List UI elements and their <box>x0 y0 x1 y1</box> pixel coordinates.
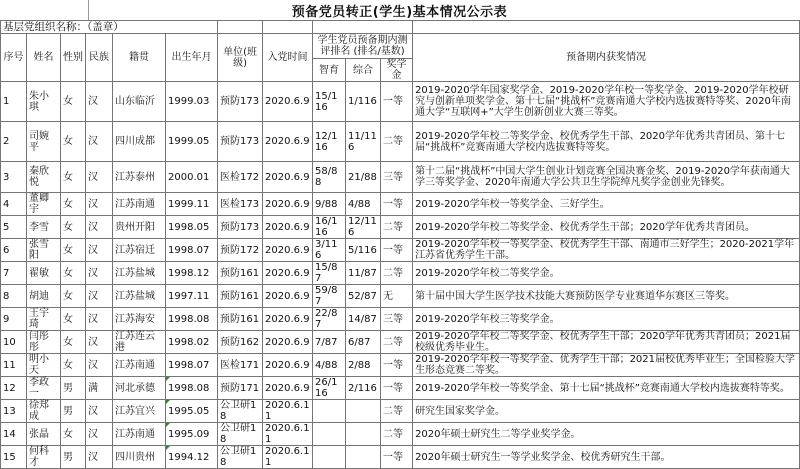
cell-no: 4 <box>1 193 27 216</box>
cell-join: 2020.6.9 <box>263 162 313 193</box>
empty-cell <box>263 21 313 34</box>
table-row <box>1 216 800 239</box>
cell-unit: 公卫研18 <box>218 446 263 469</box>
cell-name: 李政一 <box>27 377 61 400</box>
cell-unit: 预防171 <box>218 377 263 400</box>
cell-zonghe <box>346 446 381 469</box>
cell-zhiyu: 9/88 <box>313 193 346 216</box>
cell-join: 2020.6.9 <box>263 285 313 308</box>
cell-flag-triangle-icon <box>166 377 170 381</box>
cell-no: 13 <box>1 400 27 423</box>
cell-unit: 预防161 <box>218 285 263 308</box>
cell-unit: 预防162 <box>218 331 263 354</box>
table-row <box>1 82 800 122</box>
cell-awards: 2019-2020学年校二等奖学金。 <box>413 262 800 285</box>
cell-no: 3 <box>1 162 27 193</box>
cell-awards: 2020年硕士研究生二等学业奖学金。 <box>413 423 800 446</box>
cell-join: 2020.6.9 <box>263 82 313 122</box>
table-row <box>1 239 800 262</box>
cell-birth: 1998.12 <box>166 262 218 285</box>
cell-join: 2020.6.9 <box>263 193 313 216</box>
cell-unit: 医检173 <box>218 193 263 216</box>
cell-name: 何科才 <box>27 446 61 469</box>
cell-zhiyu: 7/87 <box>313 331 346 354</box>
cell-name: 司婉平 <box>27 122 61 162</box>
table-row <box>1 423 800 446</box>
cell-native: 江苏泰州 <box>113 162 166 193</box>
cell-awards: 研究生国家奖学金。 <box>413 400 800 423</box>
cell-birth: 1998.07 <box>166 239 218 262</box>
cell-name: 李雪 <box>27 216 61 239</box>
cell-name: 明小天 <box>27 354 61 377</box>
cell-ethnic: 汉 <box>86 82 113 122</box>
cell-zhiyu: 3/116 <box>313 239 346 262</box>
cell-zhiyu: 15/116 <box>313 82 346 122</box>
cell-scholarship: 三等 <box>381 308 413 331</box>
cell-zhiyu: 58/88 <box>313 162 346 193</box>
cell-ethnic: 汉 <box>86 262 113 285</box>
col-header-join: 入党时间 <box>263 34 313 82</box>
cell-no: 11 <box>1 354 27 377</box>
table-row <box>1 446 800 469</box>
cell-zonghe: 1/116 <box>346 82 381 122</box>
cell-native: 山东临沂 <box>113 82 166 122</box>
cell-native: 江苏南通 <box>113 354 166 377</box>
table-row <box>1 122 800 162</box>
cell-awards: 2019-2020学年校一等奖学金、三好学生。 <box>413 193 800 216</box>
col-header-zonghe: 综合 <box>346 59 381 82</box>
cell-gender: 男 <box>61 446 86 469</box>
cell-no: 7 <box>1 262 27 285</box>
cell-zonghe: 21/88 <box>346 162 381 193</box>
cell-scholarship: 一等 <box>381 82 413 122</box>
cell-gender: 女 <box>61 331 86 354</box>
cell-zonghe: 11/87 <box>346 262 381 285</box>
cell-native: 江苏南通 <box>113 423 166 446</box>
cell-awards: 2019-2020学年国家奖学金、2019-2020学年校一等奖学金、2019-2020学年校研究与创新单项奖学金、第十七届“挑战杯”竞赛南通大学校内选拔赛特等奖、2020年南通大学“互联网+”大学生创新创业大赛三等奖。 <box>413 82 800 122</box>
cell-native: 四川贵州 <box>113 446 166 469</box>
cell-zonghe: 12/116 <box>346 216 381 239</box>
cell-awards: 2019-2020学年校一等奖学金、第十七届“挑战杯”竞赛南通大学校内选拔赛特等奖。 <box>413 377 800 400</box>
cell-awards: 2019-2020学年校三等奖学金。 <box>413 308 800 331</box>
cell-zhiyu: 59/87 <box>313 285 346 308</box>
cell-scholarship: 二等 <box>381 262 413 285</box>
cell-zonghe: 2/116 <box>346 377 381 400</box>
cell-ethnic: 汉 <box>86 446 113 469</box>
cell-zonghe: 2/88 <box>346 354 381 377</box>
cell-zhiyu: 26/116 <box>313 377 346 400</box>
col-header-ranking-group: 学生党员预备期内测评排名 (排名/基数) <box>313 34 413 59</box>
cell-scholarship: 一等 <box>381 354 413 377</box>
cell-birth: 1999.11 <box>166 193 218 216</box>
cell-awards: 2019-2020学年校一等奖学金、优秀学生干部；2021届校优秀毕业生；全国检验大学生形态竞赛二等奖。 <box>413 354 800 377</box>
cell-join: 2020.6.9 <box>263 354 313 377</box>
cell-native: 四川成都 <box>113 122 166 162</box>
cell-no: 5 <box>1 216 27 239</box>
cell-birth: 1998.05 <box>166 216 218 239</box>
col-header-unit: 单位(班级) <box>218 34 263 82</box>
cell-native: 江苏连云港 <box>113 331 166 354</box>
cell-unit: 预防173 <box>218 216 263 239</box>
cell-scholarship: 二等 <box>381 400 413 423</box>
empty-cell <box>218 21 263 34</box>
cell-native: 江苏宿迁 <box>113 239 166 262</box>
cell-scholarship: 二等 <box>381 331 413 354</box>
cell-awards: 2019-2020学年校二等奖学金、校优秀学生干部、2020学年优秀共青团员、第十七届“挑战杯”竞赛南通大学校内选拔赛特等奖。 <box>413 122 800 162</box>
cell-ethnic: 汉 <box>86 423 113 446</box>
cell-native: 江苏盐城 <box>113 285 166 308</box>
cell-birth: 1998.08 <box>166 377 218 400</box>
cell-name: 张雪阳 <box>27 239 61 262</box>
cell-native: 贵州开阳 <box>113 216 166 239</box>
cell-native: 江苏海安 <box>113 308 166 331</box>
cell-zonghe: 4/88 <box>346 193 381 216</box>
cell-name: 胡迪 <box>27 285 61 308</box>
cell-name: 徐郑成 <box>27 400 61 423</box>
cell-unit: 医检172 <box>218 162 263 193</box>
cell-join: 2020.6.9 <box>263 308 313 331</box>
cell-scholarship: 三等 <box>381 162 413 193</box>
cell-ethnic: 汉 <box>86 400 113 423</box>
cell-zhiyu: 12/116 <box>313 122 346 162</box>
cell-join: 2020.6.9 <box>263 262 313 285</box>
cell-gender: 女 <box>61 285 86 308</box>
cell-join: 2020.6.9 <box>263 122 313 162</box>
cell-unit: 预防172 <box>218 239 263 262</box>
cell-zhiyu: 22/87 <box>313 308 346 331</box>
cell-no: 9 <box>1 308 27 331</box>
cell-ethnic: 汉 <box>86 193 113 216</box>
cell-birth: 1997.11 <box>166 285 218 308</box>
cell-gender: 女 <box>61 193 86 216</box>
cell-flag-triangle-icon <box>166 423 170 427</box>
cell-gender: 女 <box>61 262 86 285</box>
cell-no: 2 <box>1 122 27 162</box>
cell-flag-triangle-icon <box>166 446 170 450</box>
cell-scholarship: 一等 <box>381 239 413 262</box>
cell-ethnic: 汉 <box>86 122 113 162</box>
cell-gender: 女 <box>61 216 86 239</box>
cell-gender: 男 <box>61 377 86 400</box>
cell-ethnic: 汉 <box>86 354 113 377</box>
cell-birth: 2000.01 <box>166 162 218 193</box>
cell-birth: 1994.12 <box>166 446 218 469</box>
col-header-scholarship: 奖学金 <box>381 59 413 82</box>
table-row <box>1 400 800 423</box>
cell-name: 张晶 <box>27 423 61 446</box>
cell-gender: 女 <box>61 423 86 446</box>
cell-unit: 公卫研18 <box>218 423 263 446</box>
cell-birth: 1998.08 <box>166 308 218 331</box>
cell-zhiyu: 15/87 <box>313 262 346 285</box>
empty-cell <box>413 21 800 34</box>
cell-join: 2020.6.9 <box>263 216 313 239</box>
cell-join: 2020.6.9 <box>263 239 313 262</box>
grid-line <box>88 0 89 20</box>
cell-native: 江苏盐城 <box>113 262 166 285</box>
cell-join: 2020.6.11 <box>263 400 313 423</box>
col-header-awards: 预备期内获奖情况 <box>413 34 800 82</box>
cell-name: 董卿宇 <box>27 193 61 216</box>
cell-zonghe: 11/116 <box>346 122 381 162</box>
cell-no: 8 <box>1 285 27 308</box>
cell-zonghe: 52/87 <box>346 285 381 308</box>
cell-awards: 2019-2020学年校一等奖学金、校优秀学生干部、南通市三好学生；2020-2021学年江苏省优秀学生干部。 <box>413 239 800 262</box>
cell-birth: 1998.02 <box>166 331 218 354</box>
cell-native: 河北承德 <box>113 377 166 400</box>
table-row <box>1 285 800 308</box>
cell-join: 2020.6.9 <box>263 331 313 354</box>
table-row <box>1 162 800 193</box>
col-header-name: 姓名 <box>27 34 61 82</box>
cell-unit: 医检171 <box>218 354 263 377</box>
cell-zhiyu: 16/116 <box>313 216 346 239</box>
cell-no: 12 <box>1 377 27 400</box>
cell-scholarship: 无 <box>381 285 413 308</box>
cell-join: 2020.6.11 <box>263 423 313 446</box>
col-header-gender: 性别 <box>61 34 86 82</box>
cell-unit: 预防173 <box>218 122 263 162</box>
cell-join: 2020.6.11 <box>263 446 313 469</box>
cell-gender: 女 <box>61 82 86 122</box>
cell-zonghe: 14/87 <box>346 308 381 331</box>
cell-native: 江苏宜兴 <box>113 400 166 423</box>
cell-name: 翟敏 <box>27 262 61 285</box>
table-row <box>1 193 800 216</box>
cell-name: 王宇琦 <box>27 308 61 331</box>
col-header-zhiyu: 智育 <box>313 59 346 82</box>
cell-ethnic: 汉 <box>86 216 113 239</box>
cell-zonghe: 5/116 <box>346 239 381 262</box>
title-row <box>0 0 799 20</box>
table-row <box>1 308 800 331</box>
col-header-birth: 出生年月 <box>166 34 218 82</box>
cell-gender: 女 <box>61 239 86 262</box>
cell-scholarship: 一等 <box>381 377 413 400</box>
cell-no: 15 <box>1 446 27 469</box>
cell-zonghe <box>346 400 381 423</box>
cell-scholarship: 一等 <box>381 193 413 216</box>
empty-cell <box>313 21 413 34</box>
cell-zhiyu <box>313 400 346 423</box>
org-name-label: 基层党组织名称：（盖章） <box>1 21 218 34</box>
cell-awards: 第十届中国大学生医学技术技能大赛预防医学专业赛道华东赛区三等奖。 <box>413 285 800 308</box>
cell-zhiyu: 4/88 <box>313 354 346 377</box>
cell-scholarship: 二等 <box>381 423 413 446</box>
cell-unit: 公卫研18 <box>218 400 263 423</box>
cell-ethnic: 汉 <box>86 331 113 354</box>
table-row <box>1 331 800 354</box>
cell-gender: 女 <box>61 354 86 377</box>
table-row <box>1 262 800 285</box>
cell-name: 朱小琪 <box>27 82 61 122</box>
cell-gender: 女 <box>61 122 86 162</box>
org-row <box>1 21 800 34</box>
cell-scholarship: 二等 <box>381 122 413 162</box>
col-header-native: 籍贯 <box>113 34 166 82</box>
cell-ethnic: 汉 <box>86 285 113 308</box>
cell-gender: 女 <box>61 308 86 331</box>
roster-table <box>0 20 800 469</box>
cell-no: 14 <box>1 423 27 446</box>
cell-awards: 2020年硕士研究生一等学业奖学金、校优秀研究生干部。 <box>413 446 800 469</box>
cell-no: 1 <box>1 82 27 122</box>
cell-ethnic: 汉 <box>86 162 113 193</box>
cell-zonghe: 6/87 <box>346 331 381 354</box>
cell-awards: 第十二届“挑战杯”中国大学生创业计划竞赛全国决赛金奖、2019-2020学年获南通大学三等奖学金、2020年南通大学公共卫生学院绰凡奖学金创业先锋奖。 <box>413 162 800 193</box>
col-header-ethnic: 民族 <box>86 34 113 82</box>
cell-name: 秦欣悦 <box>27 162 61 193</box>
cell-gender: 女 <box>61 162 86 193</box>
header-row-main <box>1 34 800 59</box>
cell-join: 2020.6.9 <box>263 377 313 400</box>
cell-unit: 预防173 <box>218 82 263 122</box>
table-row <box>1 354 800 377</box>
table-row <box>1 377 800 400</box>
cell-scholarship: 一等 <box>381 446 413 469</box>
cell-birth: 1995.05 <box>166 400 218 423</box>
cell-awards: 2019-2020学年校二等奖学金、校优秀学生干部；2020学年优秀共青团员。 <box>413 216 800 239</box>
cell-zonghe <box>346 423 381 446</box>
cell-birth: 1998.07 <box>166 354 218 377</box>
cell-awards: 2019-2020学年校二等奖学金、校优秀学生干部；2020学年优秀共青团员；2021届校级优秀毕业生。 <box>413 331 800 354</box>
cell-birth: 1999.03 <box>166 82 218 122</box>
cell-flag-triangle-icon <box>166 400 170 404</box>
page-title: 预备党员转正(学生)基本情况公示表 <box>291 4 508 20</box>
cell-unit: 预防161 <box>218 308 263 331</box>
cell-ethnic: 汉 <box>86 308 113 331</box>
cell-gender: 男 <box>61 400 86 423</box>
cell-name: 闫彤彤 <box>27 331 61 354</box>
cell-birth: 1995.09 <box>166 423 218 446</box>
cell-no: 6 <box>1 239 27 262</box>
cell-native: 江苏南通 <box>113 193 166 216</box>
cell-ethnic: 汉 <box>86 239 113 262</box>
cell-unit: 预防161 <box>218 262 263 285</box>
col-header-no: 序号 <box>1 34 27 82</box>
cell-zhiyu <box>313 423 346 446</box>
cell-zhiyu <box>313 446 346 469</box>
cell-no: 10 <box>1 331 27 354</box>
cell-birth: 1999.05 <box>166 122 218 162</box>
cell-scholarship: 二等 <box>381 216 413 239</box>
cell-ethnic: 满 <box>86 377 113 400</box>
